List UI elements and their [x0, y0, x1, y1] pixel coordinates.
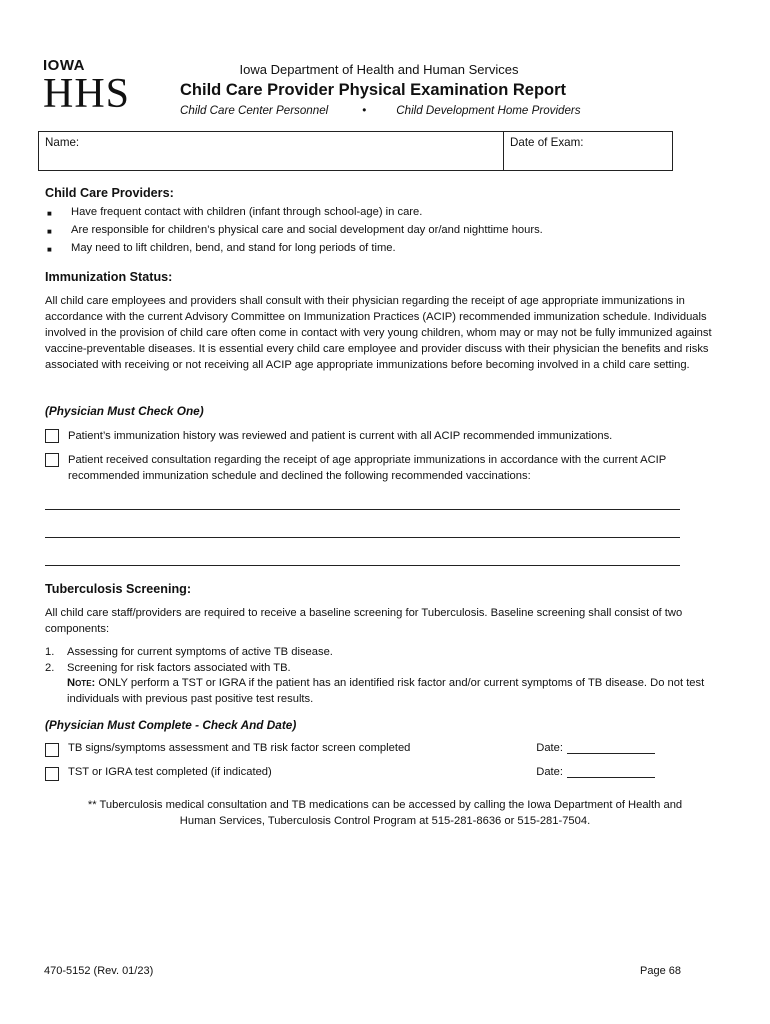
- document-title: Child Care Provider Physical Examination Report: [180, 81, 567, 99]
- tb-test-date: [536, 766, 655, 778]
- tb-heading: Tuberculosis Screening:: [45, 582, 192, 596]
- immunization-paragraph: All child care employees and providers shall consult with their physician regarding the receipt of age appropriate immunizations in accordance with the current Advisory Committee on Immunization Practices (ACIP) recommended immunization schedule. Individuals involved in the provision of child care often come in contact with very young children, whom may or may not be fully immunized against vaccine-preventable diseases. It is essential every child care employee and provider discuss with their physician the benefits and risks associated with receiving or not receiving all ACIP age appropriate immunizations before becoming involved in a child care setting.: [45, 295, 712, 371]
- list-item: ■ Have frequent contact with children (infant through school-age) in care.: [47, 204, 543, 222]
- tb-check-heading: (Physician Must Complete - Check And Date): [45, 718, 297, 732]
- subtitle-left: Child Care Center Personnel: [180, 104, 329, 117]
- checkbox[interactable]: [45, 429, 59, 443]
- document-header: [180, 62, 590, 117]
- option-label: Patient received consultation regarding the receipt of age appropriate immunizations in accordance with the current ACIP recommended immunization schedule and declined the following recommended vaccinations:: [68, 454, 667, 482]
- tb-test-row: [45, 766, 655, 781]
- declined-vaccines-line-1[interactable]: [45, 509, 680, 510]
- tb-assessment-row: [45, 742, 655, 757]
- immunization-check-heading: (Physician Must Check One): [45, 404, 204, 418]
- tb-test-label: TST or IGRA test completed (if indicated): [68, 766, 272, 778]
- date-input-line[interactable]: [567, 742, 655, 754]
- patient-info-box: [38, 131, 673, 171]
- bullet-square-icon: ■: [47, 209, 52, 218]
- list-item: ■ Are responsible for children’s physical care and social development day or/and nighttime hours.: [47, 222, 543, 240]
- date-label: Date:: [536, 766, 563, 778]
- immunization-heading: Immunization Status:: [45, 270, 173, 284]
- name-label: Name:: [45, 136, 80, 149]
- tb-assessment-label: TB signs/symptoms assessment and TB risk factor screen completed: [68, 742, 411, 754]
- name-field[interactable]: [39, 132, 504, 170]
- list-item: 2. Screening for risk factors associated with TB.: [45, 661, 291, 674]
- subtitle-separator: •: [362, 104, 367, 117]
- logo-state-text: IOWA: [43, 57, 85, 74]
- checkbox[interactable]: [45, 743, 59, 757]
- subtitle-right: Child Development Home Providers: [396, 104, 581, 117]
- document-subtitle: [180, 104, 590, 117]
- date-of-exam-label: Date of Exam:: [510, 136, 584, 149]
- list-item: 1. Assessing for current symptoms of active TB disease.: [45, 646, 333, 658]
- page-number: Page 68: [640, 965, 681, 977]
- logo-agency-text: HHS: [43, 71, 131, 117]
- providers-heading: Child Care Providers:: [45, 186, 174, 200]
- tb-paragraph: All child care staff/providers are required to receive a baseline screening for Tuberculosis. Baseline screening shall consist of two components:: [45, 607, 683, 635]
- date-input-line[interactable]: [567, 766, 655, 778]
- checkbox[interactable]: [45, 453, 59, 467]
- tb-note: [45, 676, 745, 707]
- department-name: Iowa Department of Health and Human Services: [239, 62, 519, 77]
- tb-assessment-date: [536, 742, 655, 754]
- tb-footnote: ** Tuberculosis medical consultation and TB medications can be accessed by calling the Iowa Department of Health and Human Services, Tuberculosis Control Program at 515-281-8636 or 515-281-7504.: [87, 799, 683, 827]
- bullet-square-icon: ■: [47, 245, 52, 254]
- agency-logo: [43, 57, 131, 117]
- declined-vaccines-line-2[interactable]: [45, 537, 680, 538]
- bullet-square-icon: ■: [47, 227, 52, 236]
- checkbox[interactable]: [45, 767, 59, 781]
- list-item: ■ May need to lift children, bend, and stand for long periods of time.: [47, 240, 543, 258]
- note-label: Note:: [67, 677, 96, 689]
- date-label: Date:: [536, 742, 563, 754]
- immunization-option-current: [45, 428, 728, 444]
- immunization-option-declined: [45, 452, 728, 484]
- declined-vaccines-line-3[interactable]: [45, 565, 680, 566]
- providers-list: [47, 204, 543, 258]
- form-number: 470-5152 (Rev. 01/23): [44, 965, 154, 977]
- option-label: Patient’s immunization history was reviewed and patient is current with all ACIP recommended immunizations.: [68, 430, 613, 442]
- date-of-exam-field[interactable]: [504, 132, 589, 170]
- tb-components-list: [45, 645, 745, 707]
- note-text: ONLY perform a TST or IGRA if the patient has an identified risk factor and/or current symptoms of TB disease. Do not test individuals with previous past positive test results.: [67, 677, 705, 705]
